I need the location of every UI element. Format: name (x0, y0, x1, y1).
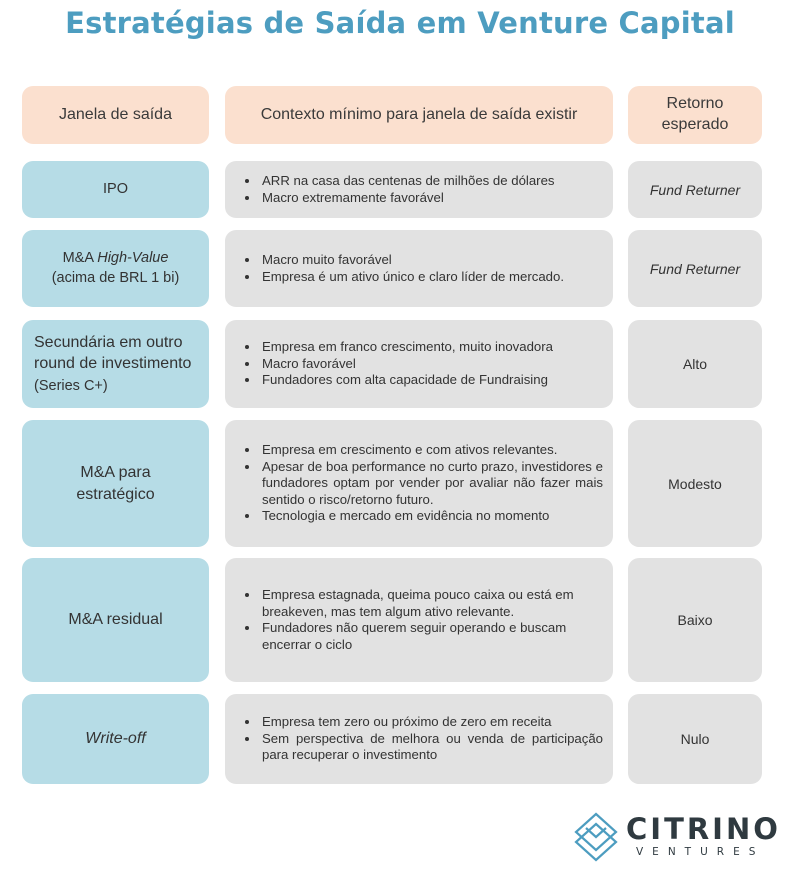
list-item: • Empresa em crescimento e com ativos relevantes. (260, 442, 603, 459)
list-item: • Empresa é um ativo único e claro líder de mercado. (260, 269, 603, 286)
exit-window-cell (22, 320, 209, 408)
return-label: Modesto (668, 475, 722, 492)
list-item: • Macro muito favorável (260, 252, 603, 269)
list-item: • Apesar de boa performance no curto prazo, investidores e fundadores optam por vender por avaliar não fazer mais sentido o risco/retorno futuro. (260, 459, 603, 509)
list-item: • Fundadores com alta capacidade de Fundraising (260, 372, 603, 389)
list-item: • Empresa tem zero ou próximo de zero em receita (260, 714, 603, 731)
list-item: • Empresa em franco crescimento, muito inovadora (260, 339, 603, 356)
context-cell (225, 558, 613, 682)
return-cell (628, 161, 762, 218)
list-item: • Sem perspectiva de melhora ou venda de participação para recuperar o investimento (260, 731, 603, 764)
table-row (22, 161, 762, 218)
return-cell (628, 694, 762, 784)
exit-window-label: M&A residual (68, 611, 163, 629)
exit-window-cell (22, 230, 209, 307)
header-exit-window: Janela de saída (22, 86, 209, 144)
context-list (239, 587, 603, 653)
citrino-ventures-logo (574, 812, 781, 864)
exit-window-cell (22, 558, 209, 682)
return-cell (628, 420, 762, 547)
return-label: Nulo (680, 731, 710, 747)
return-cell (628, 230, 762, 307)
return-label: Fund Returner (649, 260, 741, 277)
context-cell (225, 161, 613, 218)
exit-window-label: M&A High-Value (acima de BRL 1 bi) (51, 249, 180, 286)
context-list (239, 173, 603, 206)
context-list (239, 442, 603, 525)
list-item: • Macro favorável (260, 356, 603, 373)
list-item: • Tecnologia e mercado em evidência no momento (260, 508, 603, 525)
logo-subtitle: VENTURES (636, 846, 765, 858)
table-row (22, 420, 762, 547)
context-list (239, 252, 603, 285)
page-title: Estratégias de Saída em Venture Capital (65, 6, 735, 40)
table-row (22, 230, 762, 307)
exit-window-label: M&A para estratégico (76, 463, 155, 503)
exit-window-cell (22, 161, 209, 218)
header-expected-return: Retorno esperado (628, 86, 762, 144)
return-label: Fund Returner (649, 181, 741, 198)
return-cell (628, 558, 762, 682)
logo-name: CITRINO (626, 812, 781, 846)
context-list (239, 714, 603, 764)
table-header (22, 86, 762, 144)
table-row (22, 694, 762, 784)
table-row (22, 558, 762, 682)
context-cell (225, 420, 613, 547)
list-item: • Empresa estagnada, queima pouco caixa ou está em breakeven, mas tem algum ativo relevante. (260, 587, 589, 620)
exit-window-label: Secundária em outro round de investimento (Series C+) (34, 333, 192, 394)
list-item: • Macro extremamente favorável (260, 190, 603, 207)
table-row (22, 320, 762, 408)
return-label: Alto (682, 356, 708, 372)
list-item: • ARR na casa das centenas de milhões de dólares (260, 173, 603, 190)
exit-window-cell (22, 420, 209, 547)
context-cell (225, 230, 613, 307)
diamond-logo-icon (574, 812, 618, 862)
context-cell (225, 694, 613, 784)
context-cell (225, 320, 613, 408)
context-list (239, 339, 603, 389)
return-label: Baixo (677, 612, 713, 628)
exit-window-label: Write-off (85, 730, 146, 748)
exit-window-cell (22, 694, 209, 784)
header-context: Contexto mínimo para janela de saída existir (225, 86, 613, 144)
return-cell (628, 320, 762, 408)
exit-window-label: IPO (103, 180, 128, 197)
list-item: • Fundadores não querem seguir operando e buscam encerrar o ciclo (260, 620, 589, 653)
